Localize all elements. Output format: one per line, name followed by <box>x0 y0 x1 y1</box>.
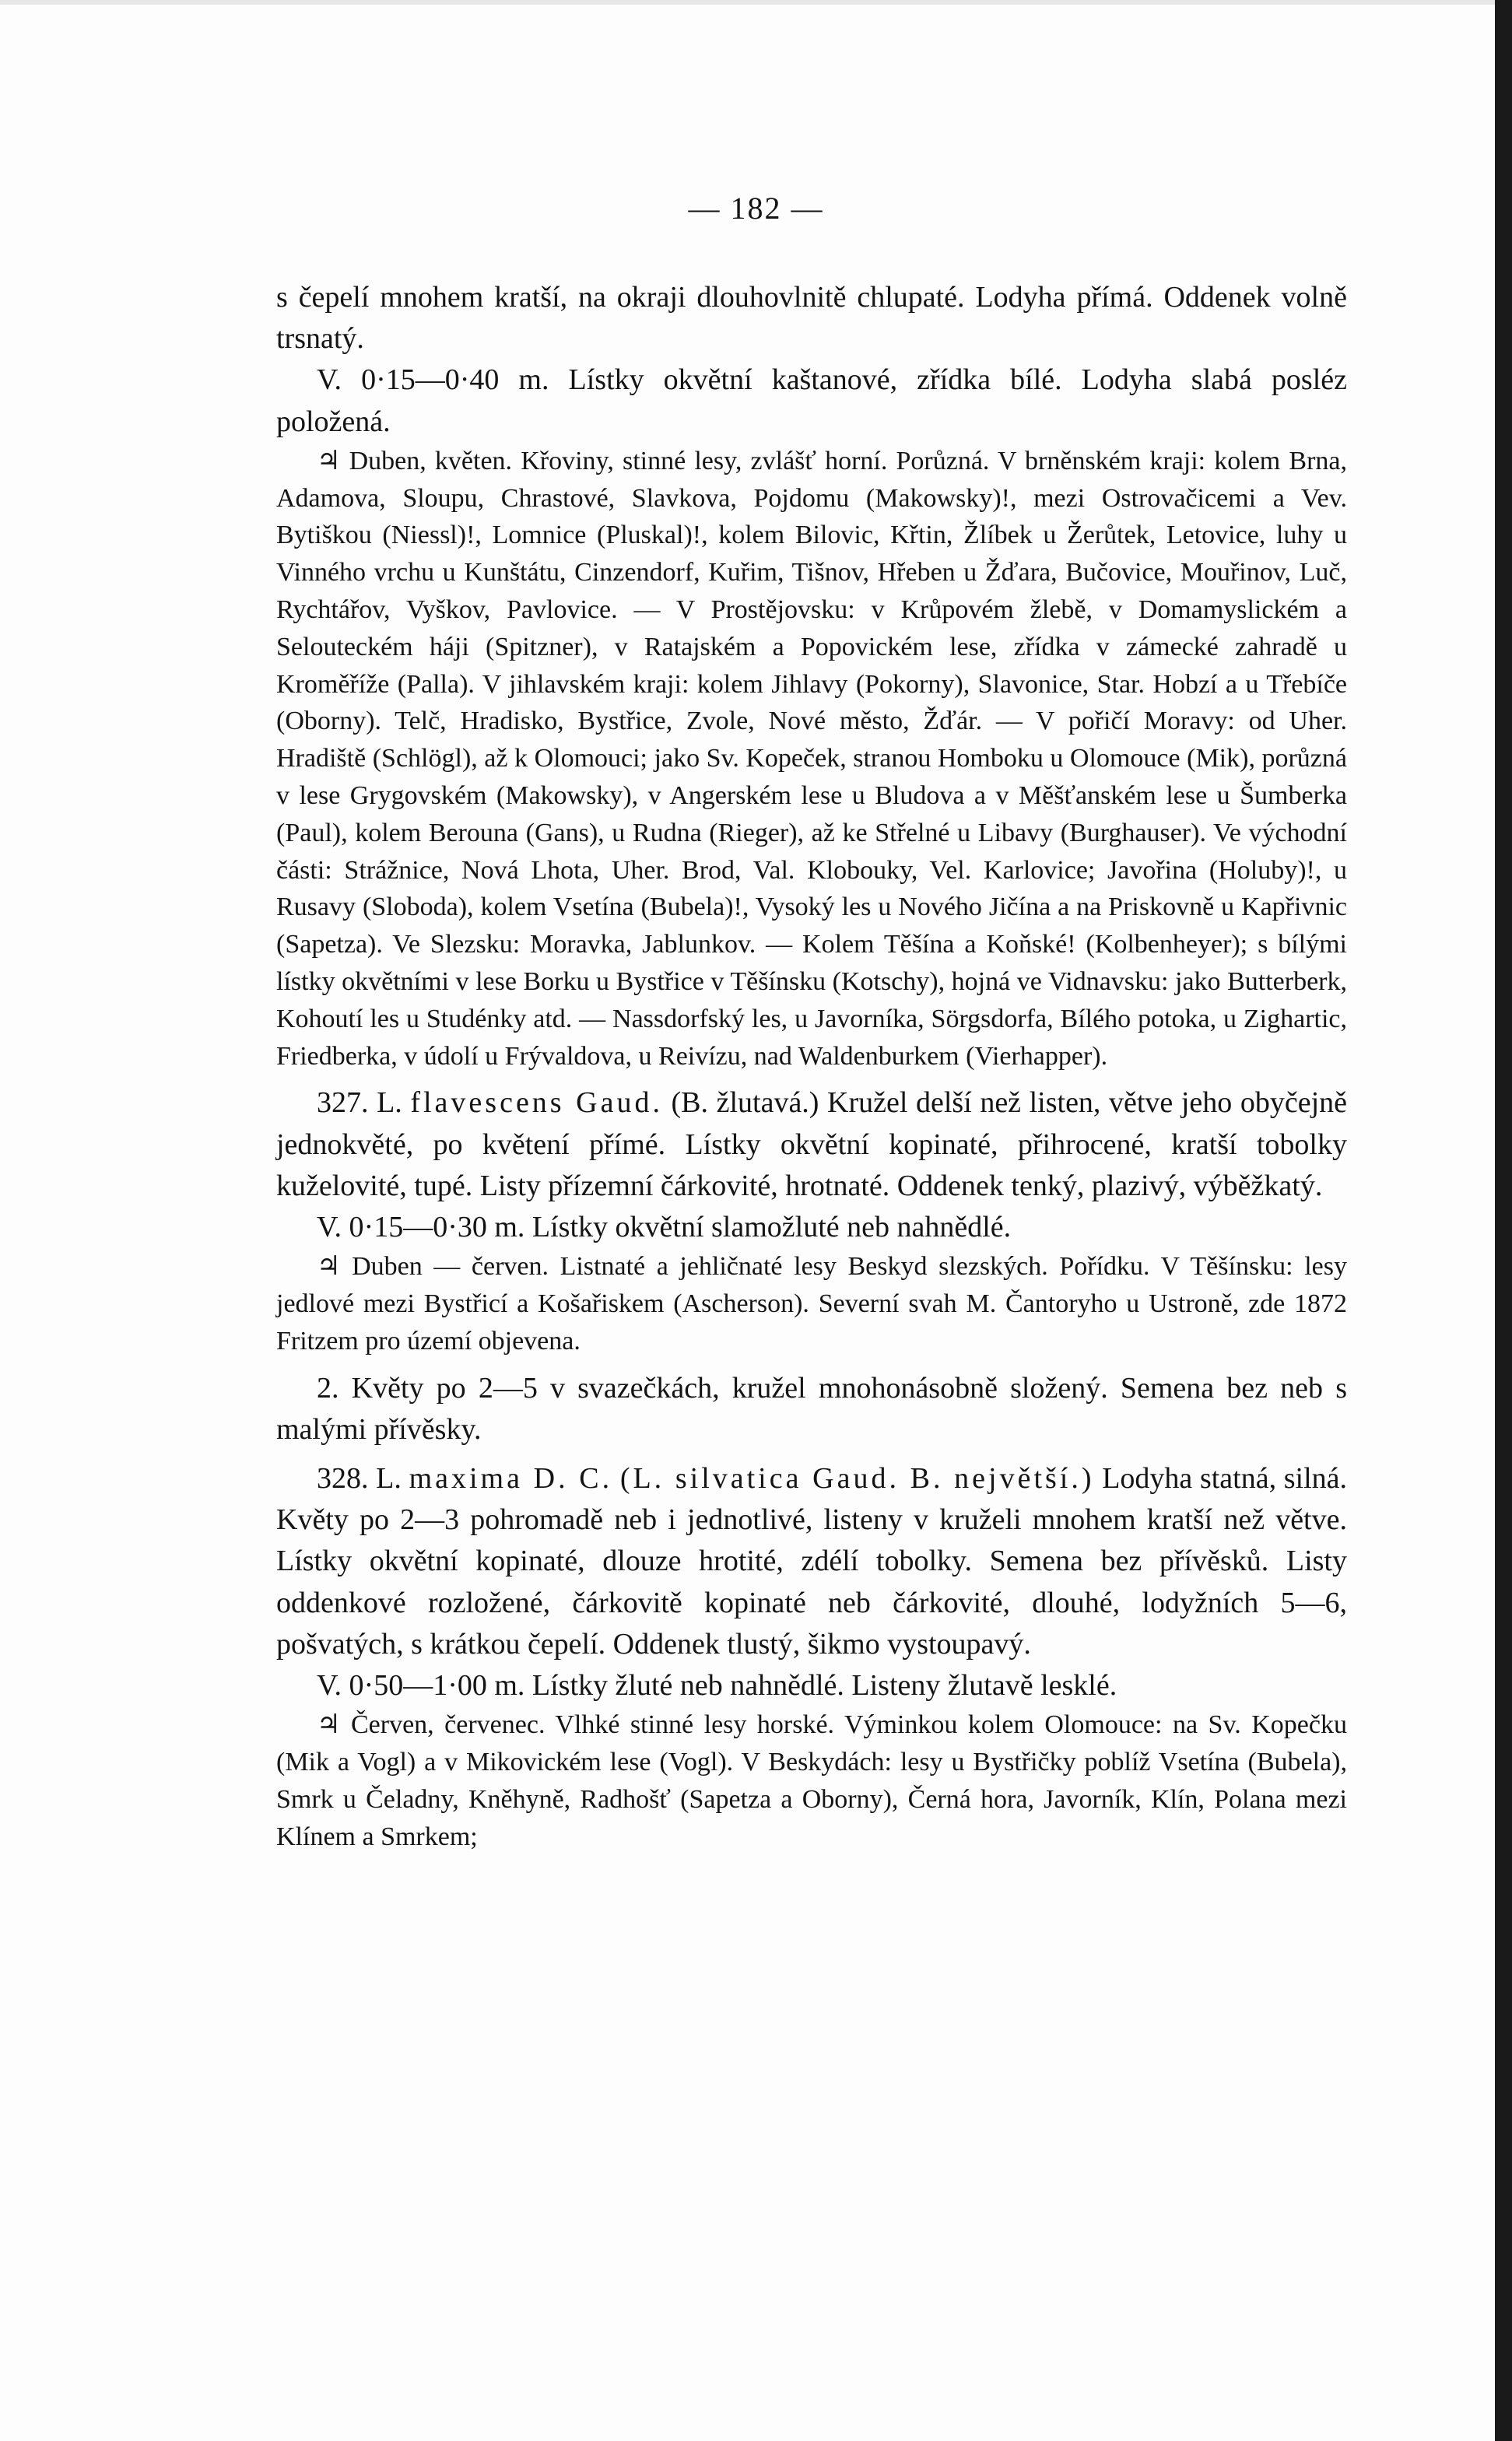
paragraph: ♃ Duben, květen. Křoviny, stinné lesy, zvlášť horní. Porůzná. V brněnském kraji: kolem Brna, Adamova, Sloupu, Chrastové, Slavkova, Pojdomu (Makowsky)!, mezi Ostrovačicemi a Vev. Bytiškou (Niessl)!, Lomnice (Pluskal)!, kolem Bilovic, Křtin, Žlíbek u Žerůtek, Letovice, luhy u Vinného vrchu u Kunštátu, Cinzendorf, Kuřim, Tišnov, Hřeben u Žďara, Bučovice, Mouřinov, Luč, Rychtářov, Vyškov, Pavlovice. — V Prostějovsku: v Krůpovém žlebě, v Domamyslickém a Selouteckém háji (Spitzner), v Ratajském a Popovickém lese, zřídka v zámecké zahradě u Kroměříže (Palla). V jihlavském kraji: kolem Jihlavy (Pokorny), Slavonice, Star. Hobzí a u Třebíče (Oborny). Telč, Hradisko, Bystřice, Zvole, Nové město, Žďár. — V pořičí Moravy: od Uher. Hradiště (Schlögl), až k Olomouci; jako Sv. Kopeček, stranou Homboku u Olomouce (Mik), porůzná v lese Grygovském (Makowsky), v Angerském lese u Bludova a v Měšťanském lese u Šumberka (Paul), kolem Berouna (Gans), u Rudna (Rieger), až ke Střelné u Libavy (Burghauser). Ve východní části: Strážnice, Nová Lhota, Uher. Brod, Val. Klobouky, Vel. Karlovice; Javořina (Holuby)!, u Rusavy (Sloboda), kolem Vsetína (Bubela)!, Vysoký les u Nového Jičína a na Priskovně u Kapřivnic (Sapetza). Ve Slezsku: Moravka, Jablunkov. — Kolem Těšína a Koňské! (Kolbenheyer); s bílými lístky okvětními v lese Borku u Bystřice v Těšínsku (Kotschy), hojná ve Vidnavsku: jako Butterberk, Kohoutí les u Studénky atd. — Nassdorfský les, u Javorníka, Sörgsdorfa, Bílého potoka, u Zighartic, Friedberka, v údolí u Frývaldova, u Reivízu, nad Waldenburkem (Vierhapper). <box>276 446 1347 1071</box>
body-text <box>276 277 1347 1855</box>
paragraph: V. 0·50—1·00 m. Lístky žluté neb nahnědlé. Listeny žlutavě lesklé. <box>317 1668 1117 1702</box>
species-description: Kružel delší než listen, větve jeho obyčejně jednokvěté, po květení přímé. Lístky okvětní kopinaté, přihrocené, kratší tobolky kuželovité, tupé. Listy přízemní čárkovité, hrotnaté. Oddenek tenký, plazivý, výběžkatý. <box>276 1086 1347 1202</box>
paragraph: 2. Květy po 2—5 v svazečkách, kružel mnohonásobně složený. Semena bez neb s malými přívěsky. <box>276 1371 1347 1446</box>
species-czech-name: (L. silvatica Gaud. B. největší.) <box>619 1461 1095 1495</box>
species-entry <box>276 1458 1347 1665</box>
species-entry <box>276 1082 1347 1207</box>
scan-top-edge <box>0 0 1512 5</box>
paragraph: s čepelí mnohem kratší, na okraji dlouhovlnitě chlupaté. Lodyha přímá. Oddenek volně trsnatý. <box>276 281 1347 356</box>
paragraph: ♃ Duben — červen. Listnaté a jehličnaté lesy Beskyd slezských. Pořídku. V Těšínsku: lesy jedlové mezi Bystřicí a Košařiskem (Ascherson). Severní svah M. Čantoryho u Ustroně, zde 1872 Fritzem pro území objevena. <box>276 1252 1347 1356</box>
species-name: maxima D. C. <box>409 1461 613 1495</box>
paragraph: ♃ Červen, červenec. Vlhké stinné lesy horské. Výminkou kolem Olomouce: na Sv. Kopečku (Mik a Vogl) a v Mikovickém lese (Vogl). V Beskydách: lesy u Bystřičky poblíž Vsetína (Bubela), Smrk u Čeladny, Kněhyně, Radhošť (Sapetza a Oborny), Černá hora, Javorník, Klín, Polana mezi Klínem a Smrkem; <box>276 1710 1347 1851</box>
paragraph: V. 0·15—0·40 m. Lístky okvětní kaštanové, zřídka bílé. Lodyha slabá posléz položená. <box>276 363 1347 438</box>
species-czech-name: (B. žlutavá.) <box>671 1086 819 1120</box>
species-description: Lodyha statná, silná. Květy po 2—3 pohromadě neb i jednotlivé, listeny v kruželi mnohem kratší než větve. Lístky okvětní kopinaté, dlouze hrotité, zdélí tobolky. Semena bez přívěsků. Listy oddenkové rozložené, čárkovitě kopinaté neb čárkovité, dlouhé, lodyžních 5—6, pošvatých, s krátkou čepelí. Oddenek tlustý, šikmo vystoupavý. <box>276 1461 1348 1661</box>
species-number: 328. L. <box>317 1461 402 1495</box>
page-number: — 182 — <box>688 191 824 226</box>
paragraph: V. 0·15—0·30 m. Lístky okvětní slamožluté neb nahnědlé. <box>317 1210 1012 1243</box>
scan-right-edge <box>1495 0 1512 2441</box>
species-number: 327. L. <box>317 1086 402 1120</box>
species-name: flavescens Gaud. <box>410 1086 663 1120</box>
